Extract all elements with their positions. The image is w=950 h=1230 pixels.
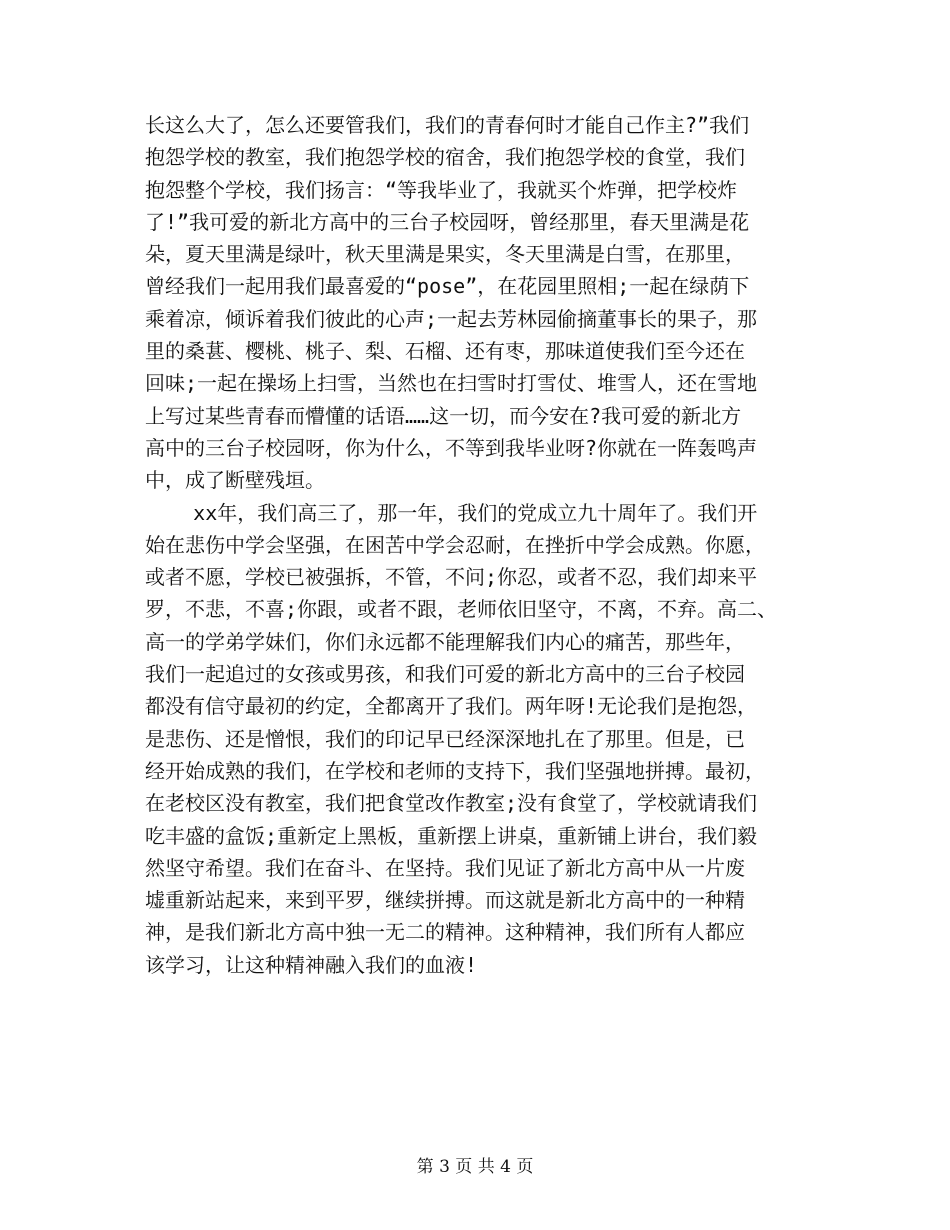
text-line: 经开始成熟的我们，在学校和老师的支持下，我们坚强地拼搏。最初， [145,758,765,783]
text-line: 都没有信守最初的约定，全都离开了我们。两年呀!无论我们是抱怨， [145,694,758,719]
text-line: 然坚守希望。我们在奋斗、在坚持。我们见证了新北方高中从一片废 [145,855,745,880]
text-line: 长这么大了，怎么还要管我们，我们的青春何时才能自己作主?”我们 [145,113,750,137]
text-line: 是悲伤、还是憎恨，我们的印记早已经深深地扎在了那里。但是，已 [145,726,745,751]
text-line: 在老校区没有教室，我们把食堂改作教室;没有食堂了，学校就请我们 [145,791,758,816]
text-line: 始在悲伤中学会坚强，在困苦中学会忍耐，在挫折中学会成熟。你愿， [145,532,765,557]
text-line: 乘着凉，倾诉着我们彼此的心声;一起去芳林园偷摘董事长的果子，那 [145,306,758,331]
text-line: 抱怨学校的教室，我们抱怨学校的宿舍，我们抱怨学校的食堂，我们 [145,145,745,170]
text-line: 该学习，让这种精神融入我们的血液! [145,952,478,977]
text-line: 上写过某些青春而懵懂的话语……这一切，而今安在?我可爱的新北方 [145,403,742,428]
text-line: 里的桑葚、樱桃、桃子、梨、石榴、还有枣，那味道使我们至今还在 [145,339,745,364]
text-line: 高一的学弟学妹们，你们永远都不能理解我们内心的痛苦，那些年， [145,629,745,654]
text-line: 我们一起追过的女孩或男孩，和我们可爱的新北方高中的三台子校园 [145,662,745,687]
text-line: 高中的三台子校园呀，你为什么，不等到我毕业呀?你就在一阵轰鸣声 [145,435,758,460]
text-line: 回味;一起在操场上扫雪，当然也在扫雪时打雪仗、堆雪人，还在雪地 [145,371,758,396]
text-line: 墟重新站起来，来到平罗，继续拼搏。而这就是新北方高中的一种精 [145,888,745,913]
text-line: 中，成了断壁残垣。 [145,468,325,493]
text-line: 朵，夏天里满是绿叶，秋天里满是果实，冬天里满是白雪，在那里， [145,242,745,267]
text-line: 或者不愿，学校已被强拆，不管，不问;你忍，或者不忍，我们却来平 [145,565,758,590]
body-text [145,109,845,981]
text-line: 神，是我们新北方高中独一无二的精神。这种精神，我们所有人都应 [145,920,745,945]
text-line: 罗，不悲，不喜;你跟，或者不跟，老师依旧坚守，不离，不弃。高二、 [145,597,778,622]
text-line: 抱怨整个学校，我们扬言：“等我毕业了，我就买个炸弹，把学校炸 [145,177,738,202]
text-line: 曾经我们一起用我们最喜爱的“pose”，在花园里照相;一起在绿荫下 [145,274,750,299]
page-number-footer: 第 3 页 共 4 页 [416,1157,534,1177]
text-line: 了!”我可爱的新北方高中的三台子校园呀，曾经那里，春天里满是花 [145,209,750,234]
text-line: xx年，我们高三了，那一年，我们的党成立九十周年了。我们开 [145,500,758,525]
text-line: 吃丰盛的盒饭;重新定上黑板，重新摆上讲桌，重新铺上讲台，我们毅 [145,823,758,848]
